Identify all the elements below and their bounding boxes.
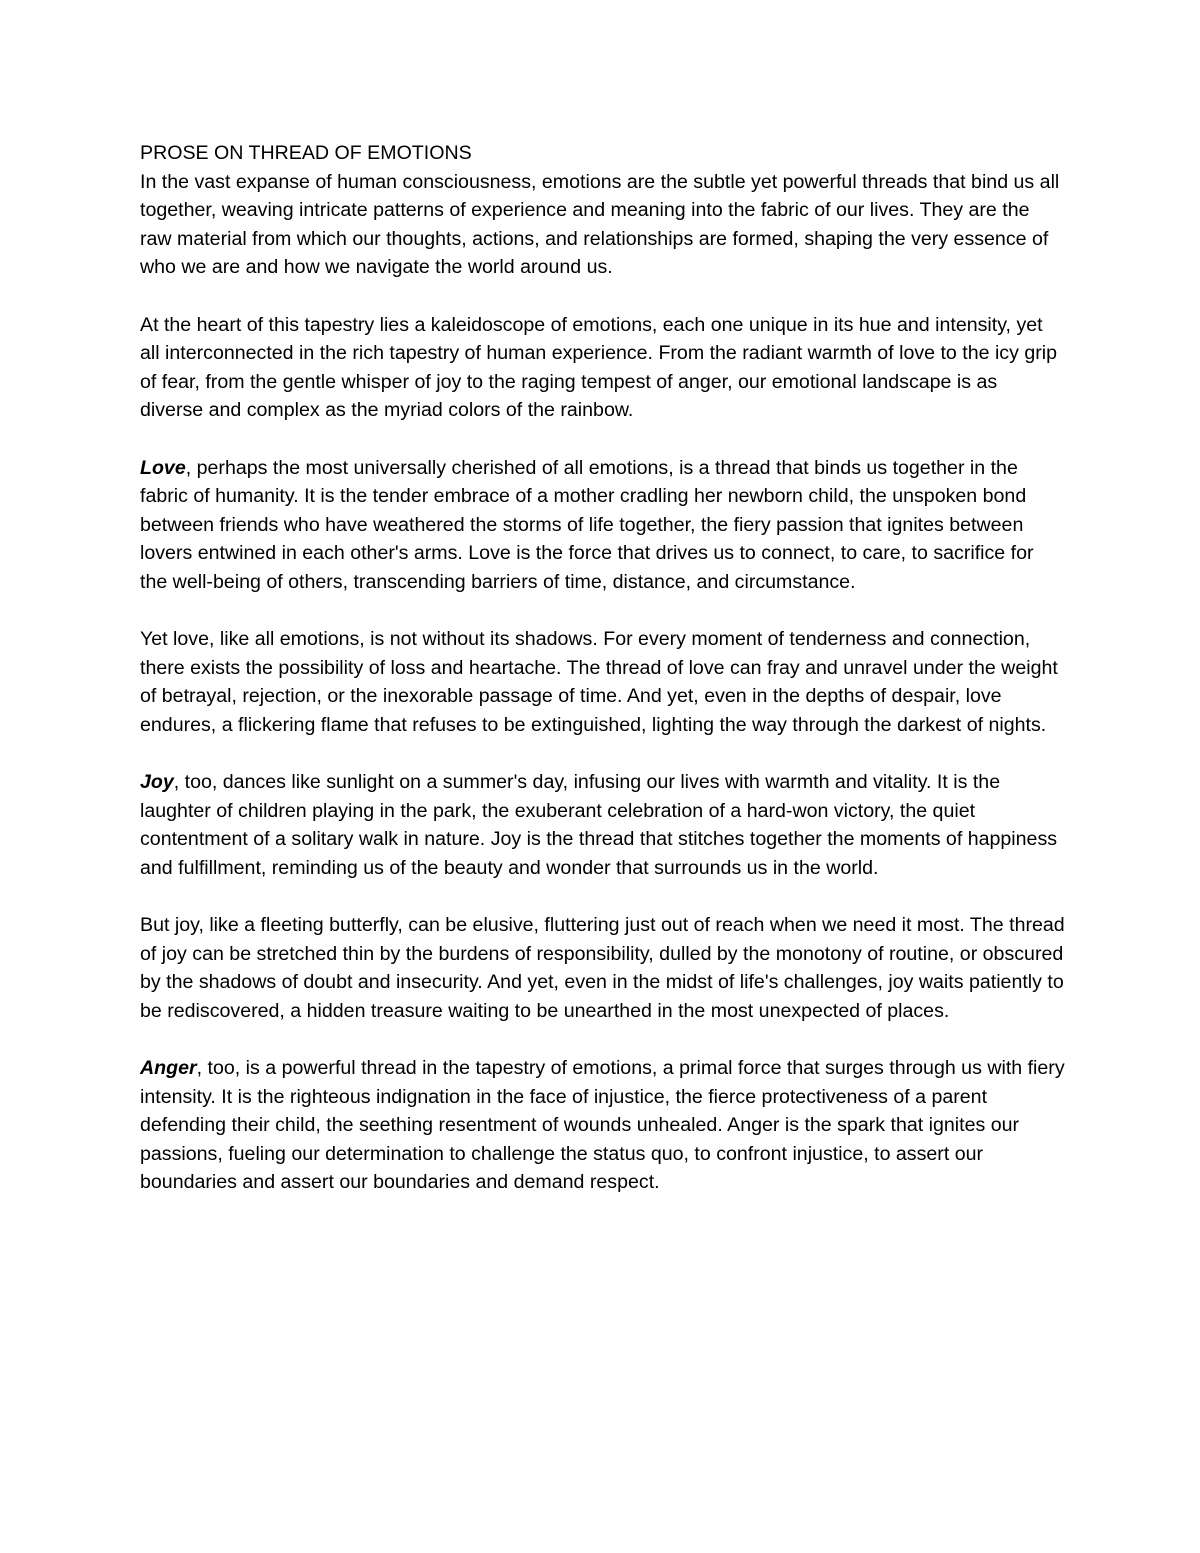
paragraph-text: At the heart of this tapestry lies a kaleidoscope of emotions, each one unique in its hue and intensity, yet all interconnected in the rich tapestry of human experience. From the radiant warmth of love to the icy grip of fear, from the gentle whisper of joy to the raging tempest of anger, our emotional landscape is as diverse and complex as the myriad colors of the rainbow. <box>140 313 1058 422</box>
paragraph-anger <box>140 1054 1065 1197</box>
paragraph-text: Yet love, like all emotions, is not without its shadows. For every moment of tenderness and connection, there exists the possibility of loss and heartache. The thread of love can fray and unravel under the weight of betrayal, rejection, or the inexorable passage of time. And yet, even in the depths of despair, love endures, a flickering flame that refuses to be extinguished, lighting the way through the darkest of nights. <box>140 628 1058 736</box>
paragraph-text: But joy, like a fleeting butterfly, can be elusive, fluttering just out of reach when we need it most. The thread of joy can be stretched thin by the burdens of responsibility, dulled by the monotony of routine, or obscured by the shadows of doubt and insecurity. And yet, even in the midst of life's challenges, joy waits patiently to be rediscovered, a hidden treasure waiting to be unearthed in the most unexpected of places. <box>140 914 1065 1022</box>
paragraph-text: , perhaps the most universally cherished of all emotions, is a thread that binds us together in the fabric of humanity. It is the tender embrace of a mother cradling her newborn child, the unspoken bond between friends who have weathered the storms of life together, the fiery passion that ignites between lovers entwined in each other's arms. Love is the force that drives us to connect, to care, to sacrifice for the well-being of others, transcending barriers of time, distance, and circumstance. <box>140 456 1034 593</box>
paragraph-intro <box>140 168 1065 282</box>
paragraph-joy <box>140 768 1065 882</box>
emphasis-anger: Anger <box>140 1057 197 1079</box>
paragraph-joy-elusive <box>140 911 1065 1025</box>
document-title: PROSE ON THREAD OF EMOTIONS <box>140 142 472 164</box>
paragraph-text: In the vast expanse of human consciousness, emotions are the subtle yet powerful threads that bind us all together, weaving intricate patterns of experience and meaning into the fabric of our lives. They are the raw material from which our thoughts, actions, and relationships are formed, shaping the very essence of who we are and how we navigate the world around us. <box>140 170 1060 279</box>
paragraph-text: , too, dances like sunlight on a summer's day, infusing our lives with warmth and vitality. It is the laughter of children playing in the park, the exuberant celebration of a hard-won victory, the quiet contentment of a solitary walk in nature. Joy is the thread that stitches together the moments of happiness and fulfillment, reminding us of the beauty and wonder that surrounds us in the world. <box>140 771 1058 879</box>
document-body <box>140 139 1065 1226</box>
paragraph-love <box>140 454 1065 597</box>
paragraph-love-shadows <box>140 625 1065 739</box>
paragraph-text: , too, is a powerful thread in the tapestry of emotions, a primal force that surges through us with fiery intensity. It is the righteous indignation in the face of injustice, the fierce protectiveness of a parent defending their child, the seething resentment of wounds unhealed. Anger is the spark that ignites our passions, fueling our determination to challenge the status quo, to confront injustice, to assert our boundaries and assert our boundaries and demand respect. <box>140 1057 1065 1194</box>
emphasis-joy: Joy <box>140 771 174 794</box>
paragraph-kaleidoscope <box>140 311 1065 425</box>
emphasis-love: Love <box>140 456 186 479</box>
